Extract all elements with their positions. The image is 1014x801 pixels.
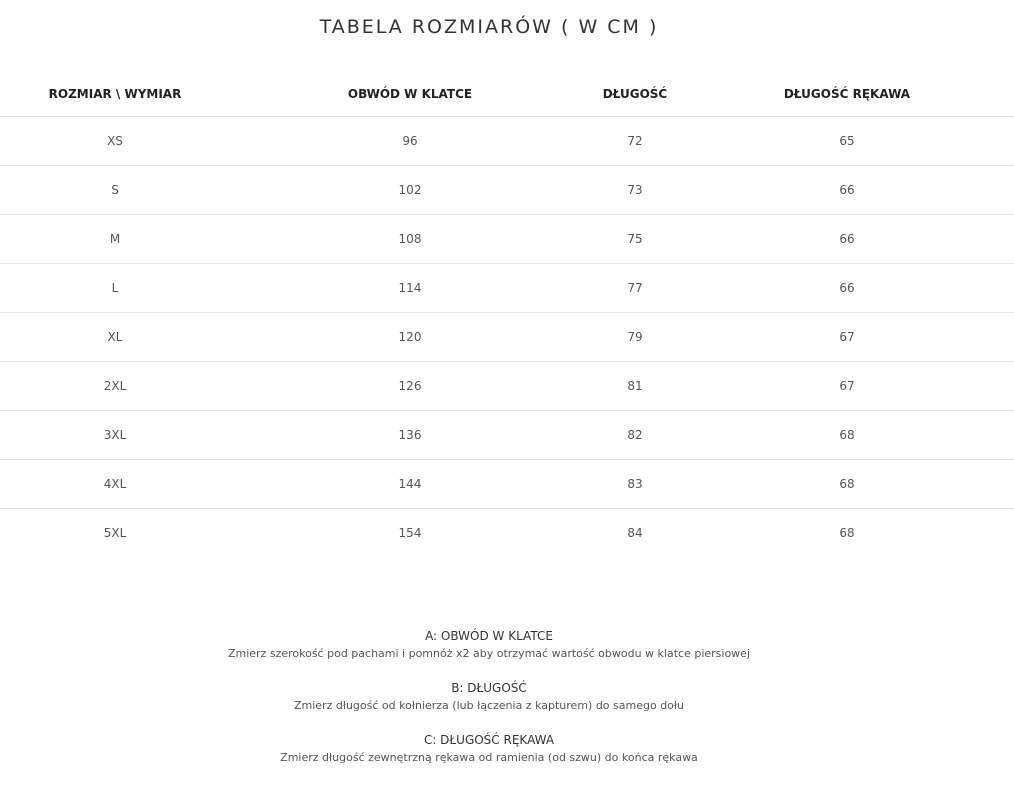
cell-sleeve: 67 — [680, 362, 1014, 411]
cell-length: 82 — [590, 411, 680, 460]
description-title: A: OBWÓD W KLATCE — [425, 629, 553, 643]
description-chest — [0, 628, 978, 662]
table-row — [0, 313, 1014, 362]
description-length — [0, 680, 978, 714]
cell-chest: 96 — [230, 117, 590, 166]
table-row — [0, 117, 1014, 166]
table-row — [0, 411, 1014, 460]
cell-chest: 126 — [230, 362, 590, 411]
cell-sleeve: 68 — [680, 411, 1014, 460]
cell-chest: 114 — [230, 264, 590, 313]
cell-sleeve: 65 — [680, 117, 1014, 166]
header-length: DŁUGOŚĆ — [590, 72, 680, 117]
cell-size: 3XL — [0, 411, 230, 460]
description-title: B: DŁUGOŚĆ — [451, 681, 527, 695]
table-row — [0, 460, 1014, 509]
cell-length: 84 — [627, 526, 643, 540]
cell-sleeve: 66 — [680, 215, 1014, 264]
table-row — [0, 215, 1014, 264]
cell-size: 4XL — [0, 460, 230, 509]
table-row — [0, 509, 1014, 558]
description-text: Zmierz długość zewnętrzną rękawa od ramienia (od szwu) do końca rękawa — [280, 751, 698, 764]
cell-length: 73 — [590, 166, 680, 215]
cell-sleeve: 67 — [680, 313, 1014, 362]
cell-length: 72 — [590, 117, 680, 166]
cell-chest: 120 — [230, 313, 590, 362]
cell-chest: 102 — [230, 166, 590, 215]
size-table — [0, 72, 1014, 557]
table-row — [0, 264, 1014, 313]
cell-size: XS — [0, 117, 230, 166]
page-title: TABELA ROZMIARÓW ( W CM ) — [319, 16, 659, 38]
measurement-descriptions — [0, 628, 978, 784]
table-row — [0, 362, 1014, 411]
description-title: C: DŁUGOŚĆ RĘKAWA — [423, 733, 555, 747]
cell-chest: 154 — [398, 526, 422, 540]
header-sleeve: DŁUGOŚĆ RĘKAWA — [680, 72, 1014, 117]
cell-sleeve: 66 — [680, 264, 1014, 313]
cell-size: XL — [0, 313, 230, 362]
description-sleeve — [0, 732, 978, 766]
cell-length: 81 — [590, 362, 680, 411]
header-size: ROZMIAR \ WYMIAR — [0, 72, 230, 117]
cell-sleeve: 66 — [680, 166, 1014, 215]
cell-chest: 136 — [230, 411, 590, 460]
cell-size: 5XL — [103, 526, 127, 540]
description-text: Zmierz szerokość pod pachami i pomnóż x2 aby otrzymać wartość obwodu w klatce piersiowej — [227, 647, 751, 660]
cell-size: 2XL — [0, 362, 230, 411]
cell-chest: 108 — [230, 215, 590, 264]
cell-length: 79 — [590, 313, 680, 362]
header-chest: OBWÓD W KLATCE — [230, 72, 590, 117]
cell-length: 75 — [590, 215, 680, 264]
cell-chest: 144 — [230, 460, 590, 509]
cell-length: 83 — [590, 460, 680, 509]
cell-size: M — [0, 215, 230, 264]
description-text: Zmierz długość od kołnierza (lub łączenia z kapturem) do samego dołu — [293, 699, 685, 712]
table-header-row — [0, 72, 1014, 117]
table-row — [0, 166, 1014, 215]
cell-sleeve: 68 — [839, 526, 855, 540]
cell-sleeve: 68 — [680, 460, 1014, 509]
cell-size: S — [0, 166, 230, 215]
cell-size: L — [0, 264, 230, 313]
cell-length: 77 — [590, 264, 680, 313]
